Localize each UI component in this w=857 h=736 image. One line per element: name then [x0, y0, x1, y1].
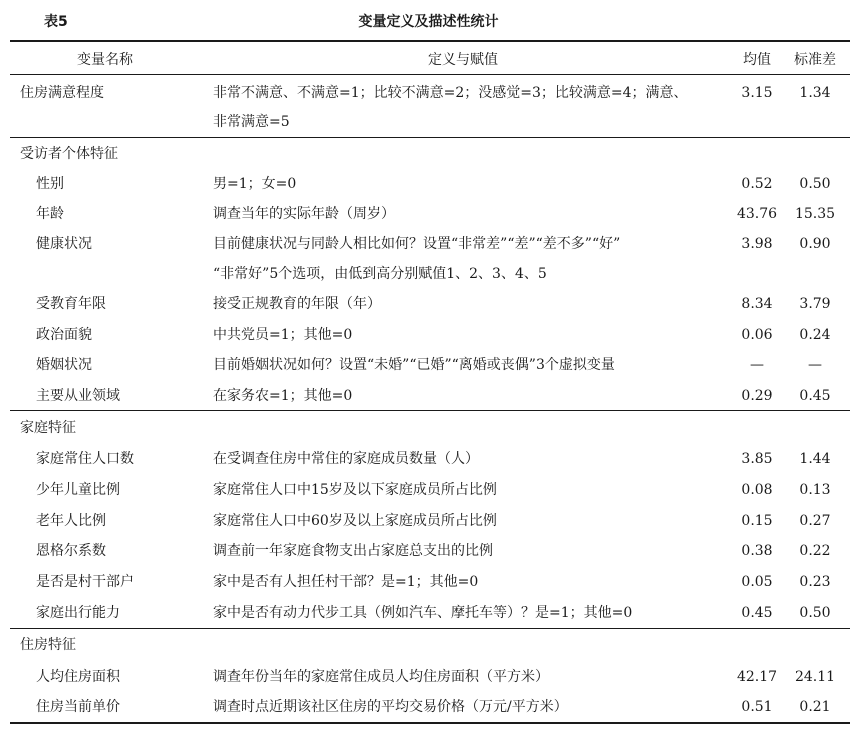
row-mean: 43.76 — [736, 206, 778, 222]
row-definition: 中共党员=1；其他=0 — [213, 327, 353, 343]
header-definition: 定义与赋值 — [428, 52, 498, 68]
row-name: 是否是村干部户 — [36, 574, 134, 590]
row-std: 0.27 — [799, 513, 831, 529]
row-name: 老年人比例 — [36, 513, 106, 529]
row-std: 0.50 — [799, 605, 831, 621]
row-name: 健康状况 — [36, 236, 92, 252]
row-name: 政治面貌 — [36, 327, 92, 343]
row-definition: 在家务农=1；其他=0 — [213, 388, 353, 404]
row-std: 1.44 — [799, 451, 831, 467]
header-std: 标准差 — [794, 52, 836, 68]
row-mean: 0.06 — [741, 327, 773, 343]
row-definition: 家庭常住人口中15岁及以下家庭成员所占比例 — [213, 482, 497, 498]
row-definition: 接受正规教育的年限（年） — [213, 296, 381, 312]
row-name: 住房当前单价 — [36, 699, 120, 715]
table-title: 变量定义及描述性统计 — [358, 14, 499, 30]
header-mean: 均值 — [743, 52, 771, 68]
row-name: 受教育年限 — [36, 296, 106, 312]
row-mean: 3.15 — [741, 85, 773, 101]
row-definition: 目前婚姻状况如何？设置“未婚”“已婚”“离婚或丧偶”3个虚拟变量 — [213, 357, 615, 373]
row-definition: 调查前一年家庭食物支出占家庭总支出的比例 — [213, 543, 493, 559]
row-name: 少年儿童比例 — [36, 482, 120, 498]
row-mean: 0.52 — [741, 176, 773, 192]
row-mean: 8.34 — [741, 296, 773, 312]
row-name: 性别 — [36, 176, 64, 192]
row-definition: 调查时点近期该社区住房的平均交易价格（万元/平方米） — [213, 699, 568, 715]
row-definition: 在受调查住房中常住的家庭成员数量（人） — [213, 451, 479, 467]
table-label: 表5 — [44, 14, 68, 30]
header-variable-name: 变量名称 — [77, 52, 133, 68]
row-mean: — — [750, 357, 764, 373]
section-heading: 家庭特征 — [20, 420, 76, 436]
row-std: — — [808, 357, 822, 373]
row-name: 住房满意程度 — [20, 85, 104, 101]
row-definition: 男=1；女=0 — [213, 176, 297, 192]
row-mean: 3.98 — [741, 236, 773, 252]
row-std: 24.11 — [794, 669, 836, 685]
row-std: 1.34 — [799, 85, 831, 101]
row-mean: 0.38 — [741, 543, 773, 559]
bottom-rule — [10, 722, 850, 724]
row-definition: 调查年份当年的家庭常住成员人均住房面积（平方米） — [213, 669, 549, 685]
row-std: 0.21 — [799, 699, 831, 715]
row-mean: 0.15 — [741, 513, 773, 529]
header-rule — [10, 74, 850, 75]
row-name: 人均住房面积 — [36, 669, 120, 685]
row-definition: 非常不满意、不满意=1；比较不满意=2；没感觉=3；比较满意=4；满意、 — [213, 85, 688, 101]
row-definition-cont: 非常满意=5 — [213, 114, 290, 130]
row-mean: 0.51 — [741, 699, 773, 715]
row-definition: 家中是否有人担任村干部？是=1；其他=0 — [213, 574, 479, 590]
row-definition: 调查当年的实际年龄（周岁） — [213, 206, 395, 222]
row-std: 0.90 — [799, 236, 831, 252]
section-rule — [10, 137, 850, 138]
row-std: 15.35 — [794, 206, 836, 222]
section-rule — [10, 410, 850, 411]
row-name: 恩格尔系数 — [36, 543, 106, 559]
row-mean: 0.05 — [741, 574, 773, 590]
section-heading: 住房特征 — [20, 637, 76, 653]
row-std: 0.22 — [799, 543, 831, 559]
row-std: 0.45 — [799, 388, 831, 404]
row-name: 家庭出行能力 — [36, 605, 120, 621]
row-std: 0.23 — [799, 574, 831, 590]
row-mean: 0.45 — [741, 605, 773, 621]
row-definition-cont: “非常好”5个选项，由低到高分别赋值1、2、3、4、5 — [213, 266, 547, 282]
top-rule — [10, 40, 850, 42]
row-definition: 家庭常住人口中60岁及以上家庭成员所占比例 — [213, 513, 497, 529]
row-mean: 0.29 — [741, 388, 773, 404]
row-name: 主要从业领域 — [36, 388, 120, 404]
row-mean: 0.08 — [741, 482, 773, 498]
row-mean: 42.17 — [736, 669, 778, 685]
row-std: 3.79 — [799, 296, 831, 312]
row-definition: 家中是否有动力代步工具（例如汽车、摩托车等）？是=1；其他=0 — [213, 605, 633, 621]
section-rule — [10, 628, 850, 629]
row-definition: 目前健康状况与同龄人相比如何？设置“非常差”“差”“差不多”“好” — [213, 236, 621, 252]
section-heading: 受访者个体特征 — [20, 146, 118, 162]
row-std: 0.50 — [799, 176, 831, 192]
row-name: 家庭常住人口数 — [36, 451, 134, 467]
row-std: 0.13 — [799, 482, 831, 498]
row-name: 年龄 — [36, 206, 64, 222]
row-std: 0.24 — [799, 327, 831, 343]
row-mean: 3.85 — [741, 451, 773, 467]
row-name: 婚姻状况 — [36, 357, 92, 373]
